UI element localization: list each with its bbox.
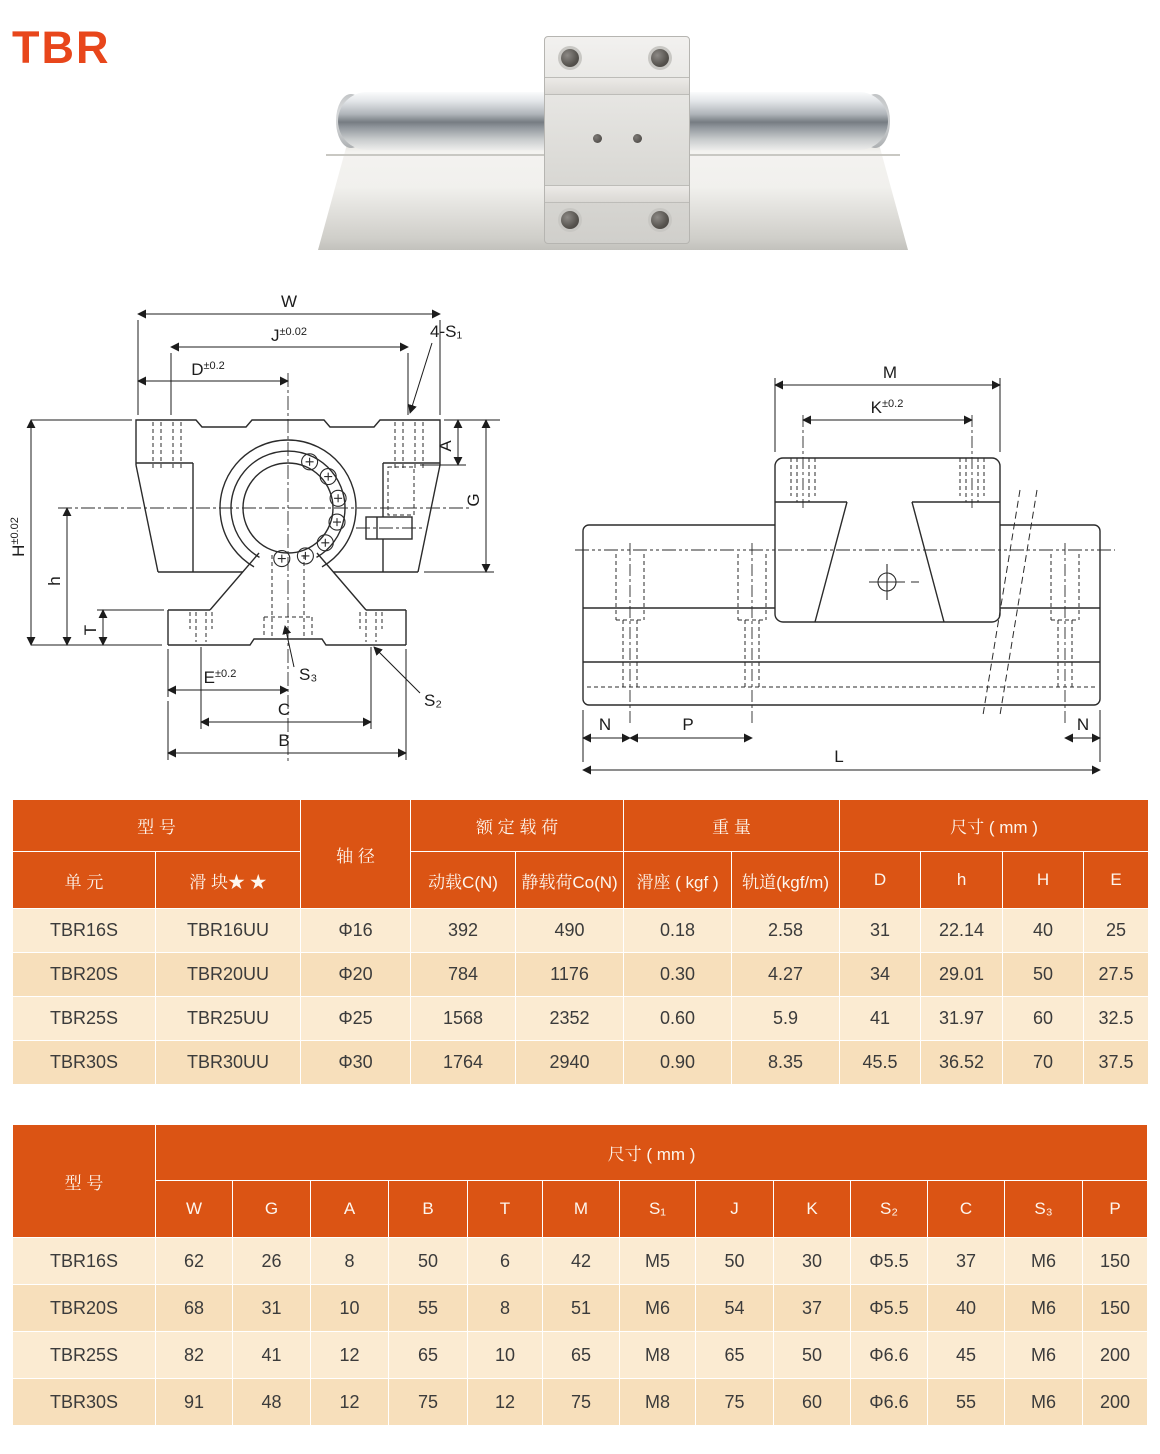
block-groove-top	[545, 77, 689, 95]
cell: 1568	[411, 997, 516, 1041]
t1-header-model-group: 型 号	[13, 800, 301, 852]
cell: 40	[928, 1285, 1005, 1332]
t1-header-dims: 尺寸 ( mm )	[840, 800, 1149, 852]
cell: TBR20UU	[156, 953, 301, 997]
t1-header-dyn-load: 动载C(N)	[411, 852, 516, 909]
cell: Φ30	[301, 1041, 411, 1085]
dim-label-4s1: 4-S₁	[430, 322, 463, 341]
cell: 29.01	[921, 953, 1003, 997]
cell: M6	[1005, 1285, 1083, 1332]
t2-header-col: C	[928, 1181, 1005, 1238]
cell: TBR16UU	[156, 909, 301, 953]
table-row	[13, 1332, 1148, 1379]
cell: Φ6.6	[851, 1332, 928, 1379]
block-center-hole	[633, 134, 642, 143]
cell: 60	[1003, 997, 1084, 1041]
t2-header-model: 型 号	[13, 1125, 156, 1238]
cell: 82	[156, 1332, 233, 1379]
cell: 22.14	[921, 909, 1003, 953]
t1-header-E: E	[1084, 852, 1149, 909]
table-row	[13, 1041, 1149, 1085]
cell: 12	[468, 1379, 543, 1426]
cell: 784	[411, 953, 516, 997]
t2-header-col: K	[774, 1181, 851, 1238]
cell: 75	[543, 1379, 620, 1426]
base-bottom	[168, 639, 406, 645]
dim-label-a: A	[436, 440, 455, 452]
t1-header-slider: 滑 块★ ★	[156, 852, 301, 909]
t2-header-dims: 尺寸 ( mm )	[156, 1125, 1148, 1181]
cell: TBR30S	[13, 1041, 156, 1085]
cell: M5	[620, 1238, 696, 1285]
front-view-drawing	[0, 285, 560, 777]
cell: 8	[311, 1238, 389, 1285]
cell: 1764	[411, 1041, 516, 1085]
cell: 0.60	[624, 997, 732, 1041]
cell: 91	[156, 1379, 233, 1426]
t1-header-static-load: 静载荷Co(N)	[516, 852, 624, 909]
cell: 4.27	[732, 953, 840, 997]
dim-label-g: G	[464, 493, 483, 507]
cell: 1176	[516, 953, 624, 997]
block-center-hole	[593, 134, 602, 143]
table-row	[13, 909, 1149, 953]
cell: 8	[468, 1285, 543, 1332]
spec-table-loads	[12, 799, 1149, 1085]
t2-header-col: S₁	[620, 1181, 696, 1238]
dim-label-c: C	[277, 700, 291, 719]
cell: 27.5	[1084, 953, 1149, 997]
cell: 65	[543, 1332, 620, 1379]
block-bolt-hole	[561, 49, 579, 67]
dim-label-t: T	[81, 624, 100, 636]
side-view-drawing	[575, 330, 1160, 780]
dim-label-e: $E^{\pm 0.2}$	[203, 668, 237, 687]
cell: 37	[774, 1285, 851, 1332]
cell: 55	[389, 1285, 468, 1332]
dim-label-n-right: N	[1076, 715, 1090, 734]
cell: 200	[1083, 1332, 1148, 1379]
t2-header-col: S₃	[1005, 1181, 1083, 1238]
cell: 54	[696, 1285, 774, 1332]
cell: TBR20S	[13, 1285, 156, 1332]
cell: 60	[774, 1379, 851, 1426]
cell: 48	[233, 1379, 311, 1426]
cell: 42	[543, 1238, 620, 1285]
t2-header-col: M	[543, 1181, 620, 1238]
cell: 75	[389, 1379, 468, 1426]
dim-label-s3: S₃	[299, 665, 318, 684]
cell: TBR16S	[13, 909, 156, 953]
cell: 36.52	[921, 1041, 1003, 1085]
dim-label-d: $D^{\pm 0.2}$	[191, 360, 225, 379]
cell: 50	[696, 1238, 774, 1285]
cell: 25	[1084, 909, 1149, 953]
centerlines	[58, 373, 470, 763]
dim-label-l: L	[834, 747, 844, 766]
t1-header-weight: 重 量	[624, 800, 840, 852]
cell: Φ25	[301, 997, 411, 1041]
cell: Φ6.6	[851, 1379, 928, 1426]
cell: M6	[1005, 1332, 1083, 1379]
t2-header-col: G	[233, 1181, 311, 1238]
dim-label-w: W	[280, 292, 298, 311]
cell: 10	[311, 1285, 389, 1332]
table-row	[13, 1379, 1148, 1426]
cell: M6	[1005, 1238, 1083, 1285]
t1-header-unit: 单 元	[13, 852, 156, 909]
table-row	[13, 953, 1149, 997]
cell: 45.5	[840, 1041, 921, 1085]
t2-header-col: B	[389, 1181, 468, 1238]
cell: 5.9	[732, 997, 840, 1041]
page-title: TBR	[12, 22, 111, 73]
t2-header-col: T	[468, 1181, 543, 1238]
dim-label-s2: S₂	[424, 691, 442, 710]
t1-header-shaft-dia: 轴 径	[301, 800, 411, 909]
cell: Φ20	[301, 953, 411, 997]
cell: 490	[516, 909, 624, 953]
cell: M6	[1005, 1379, 1083, 1426]
cell: 31.97	[921, 997, 1003, 1041]
cell: 32.5	[1084, 997, 1149, 1041]
t1-header-D: D	[840, 852, 921, 909]
cell: 75	[696, 1379, 774, 1426]
cell: 50	[774, 1332, 851, 1379]
cell: TBR30UU	[156, 1041, 301, 1085]
cell: 0.90	[624, 1041, 732, 1085]
cell: 40	[1003, 909, 1084, 953]
cell: TBR25S	[13, 997, 156, 1041]
cell: 150	[1083, 1238, 1148, 1285]
cell: 51	[543, 1285, 620, 1332]
cell: TBR30S	[13, 1379, 156, 1426]
t2-header-col: J	[696, 1181, 774, 1238]
cell: 68	[156, 1285, 233, 1332]
cell: 41	[233, 1332, 311, 1379]
dim-label-b: B	[278, 731, 290, 750]
cell: 65	[389, 1332, 468, 1379]
cell: 2352	[516, 997, 624, 1041]
dim-label-n-left: N	[598, 715, 612, 734]
cell: 392	[411, 909, 516, 953]
dim-label-m: M	[882, 363, 898, 382]
block-bolt-hole	[651, 211, 669, 229]
block-bolt-hole	[561, 211, 579, 229]
cell: 12	[311, 1332, 389, 1379]
cell: 50	[389, 1238, 468, 1285]
cell: 6	[468, 1238, 543, 1285]
cell: Φ5.5	[851, 1238, 928, 1285]
cell: 200	[1083, 1379, 1148, 1426]
dim-label-k: $K^{\pm 0.2}$	[870, 398, 904, 417]
cell: 2.58	[732, 909, 840, 953]
cell: 45	[928, 1332, 1005, 1379]
table-row	[13, 1238, 1148, 1285]
cell: 0.30	[624, 953, 732, 997]
cell: 150	[1083, 1285, 1148, 1332]
cell: 8.35	[732, 1041, 840, 1085]
block-bolt-hole	[651, 49, 669, 67]
cell: 65	[696, 1332, 774, 1379]
cell: M6	[620, 1285, 696, 1332]
t1-header-rail-weight: 轨道(kgf/m)	[732, 852, 840, 909]
cell: 12	[311, 1379, 389, 1426]
t1-header-H: H	[1003, 852, 1084, 909]
cell: TBR25UU	[156, 997, 301, 1041]
t1-header-h: h	[921, 852, 1003, 909]
cell: 70	[1003, 1041, 1084, 1085]
block-groove-bottom	[545, 185, 689, 203]
cell: Φ5.5	[851, 1285, 928, 1332]
cell: 30	[774, 1238, 851, 1285]
cell: M8	[620, 1332, 696, 1379]
dim-label-h: h	[45, 576, 64, 586]
cell: 55	[928, 1379, 1005, 1426]
cell: 26	[233, 1238, 311, 1285]
cell: 41	[840, 997, 921, 1041]
t2-header-col: P	[1083, 1181, 1148, 1238]
t2-header-col: S₂	[851, 1181, 928, 1238]
cell: 10	[468, 1332, 543, 1379]
cell: Φ16	[301, 909, 411, 953]
dim-label-p: P	[682, 715, 694, 734]
table-row	[13, 997, 1149, 1041]
product-photo	[318, 28, 908, 256]
dim-label-h-cap: $H^{\pm 0.02}$	[9, 517, 28, 557]
cell: TBR16S	[13, 1238, 156, 1285]
spec-table-dimensions	[12, 1124, 1148, 1426]
cell: TBR25S	[13, 1332, 156, 1379]
cell: 31	[233, 1285, 311, 1332]
table-row	[13, 1285, 1148, 1332]
t2-header-col: A	[311, 1181, 389, 1238]
cell: 31	[840, 909, 921, 953]
cell: M8	[620, 1379, 696, 1426]
cell: 2940	[516, 1041, 624, 1085]
cell: 37	[928, 1238, 1005, 1285]
t1-header-seat-weight: 滑座 ( kgf )	[624, 852, 732, 909]
slide-block	[544, 36, 690, 244]
cell: TBR20S	[13, 953, 156, 997]
t1-header-rated-load: 额 定 载 荷	[411, 800, 624, 852]
cell: 34	[840, 953, 921, 997]
cell: 0.18	[624, 909, 732, 953]
t2-header-col: W	[156, 1181, 233, 1238]
cell: 50	[1003, 953, 1084, 997]
cell: 62	[156, 1238, 233, 1285]
bearing-balls	[274, 454, 346, 567]
cell: 37.5	[1084, 1041, 1149, 1085]
dim-label-j: $J^{\pm 0.02}$	[271, 326, 307, 345]
